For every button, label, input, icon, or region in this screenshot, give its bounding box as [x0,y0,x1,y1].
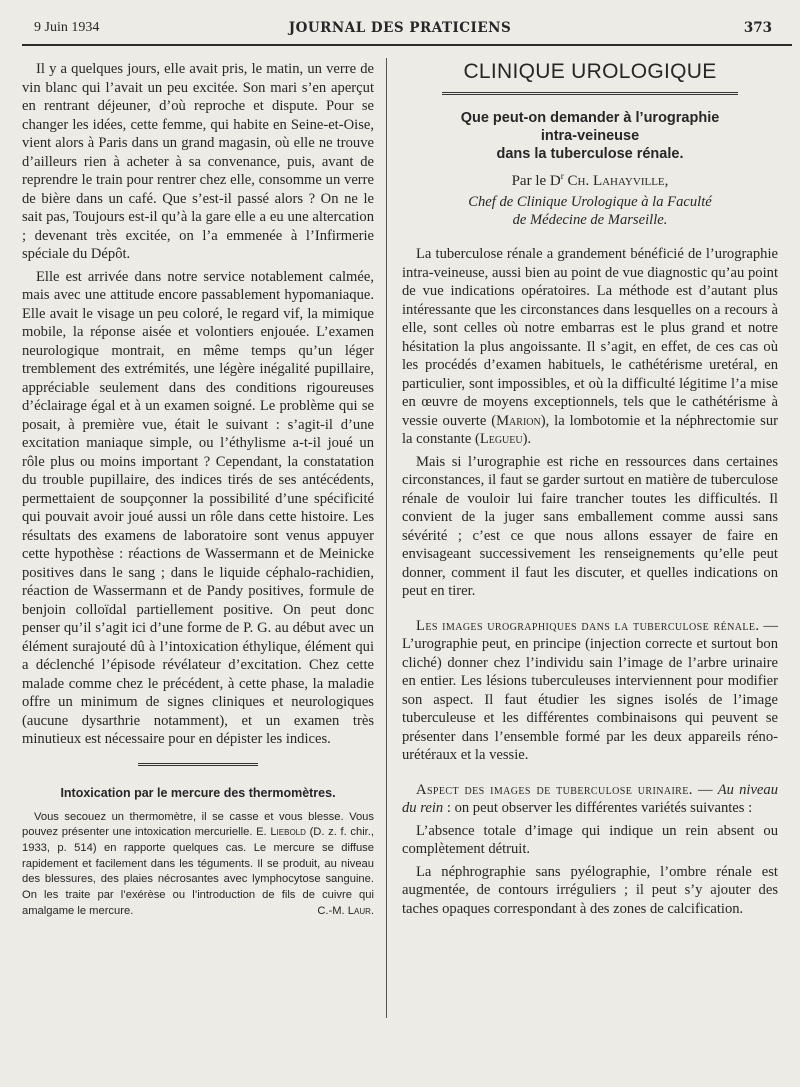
author-affiliation: Chef de Clinique Urologique à la Faculté de Médecine de Marseille. [468,194,712,228]
notice-body: Vous secouez un thermomètre, il se casse et vous blesse. Vous pouvez présenter une intoxication mercurielle. E. Liebold (D. z. f. chir., 1933, p. 514) en rapporte quelques cas. Le mercure se diffuse rapidement et facilement dans les téguments. Il se produit, au niveau des blessures, des plaies nécrosantes avec lymphocytose sanguine. On les traite par l’exérèse ou l’introduction de fils de cuivre qui amalgame le mercure. C.-M. Laur. [22,810,374,920]
author-name: Ch. Lahayville, [563,173,669,189]
section-title: CLINIQUE UROLOGIQUE [463,60,717,83]
article-byline: Par le $D^r$ Ch. Lahayville, [511,171,669,189]
left-paragraph-2: Elle est arrivée dans notre service notablement calmée, mais avec une attitude encore passablement hypomaniaque. Elle avait le visage un peu coloré, le regard vif, la mimique mobile, la réponse aisée et volontiers enjouée. L’examen neurologique montrait, en même temps qu’un léger tremblement des extrémités, une légère inégalité pupillaire, appréciable seulement dans des conditions rigoureuses d’éclairage égal et à un examen soigné. Le problème qui se posait, à première vue, était le suivant : s’agit-il d’une excitation maniaque simple, ou l’éthylisme a-t-il joué un rôle plus ou moins important ? Cependant, la constatation du trouble pupillaire, des indices tirés de ses antécédents, permettaient de soupçonner la possibilité d’une spécificité qui pouvait avoir joué aussi un rôle dans cette histoire. Les résultats des examens de laboratoire sont venus appuyer cette hypothèse : réactions de Wassermann et de Meinicke positives dans le sang ; dans le liquide céphalo-rachidien, réaction de Wassermann et de Pandy positives, formule de benjoin colloïdal partiellement positive. On peut donc penser qu’il s’agit ici d’une forme de P. G. au début avec un élément surajouté dû à l’intoxication éthylique, élément qui a déclenché l’épisode révélateur d’excitation. Chez cette malade comme chez le précédent, à cette phase, la maladie offre un minimum de signes cliniques et neurologiques (aucune dysarthrie notamment), et un examen très minutieux est nécessaire pour en dépister les indices. [22,268,374,747]
header-rule [22,44,792,46]
notice-title: Intoxication par le mercure des thermomètres. [60,785,336,800]
paragraph-nephrographie: La néphrographie sans pyélographie, l’ombre rénale est augmentée, de contours irréguliers ; il peut s’y ajouter des taches opaques correspondant à des zones de calcification. [402,863,778,917]
right-paragraph-1: La tuberculose rénale a grandement bénéficié de l’urographie intra-veineuse, aussi bien au point de vue diagnostic qu’au point de vue indications opératoires. La méthode est d’autant plus intéressante que les circonstances dans lesquelles on a recours à elle, sont celles où notre embarras est le plus grand et notre hésitation la plus angoissante. Il s’agit, en effet, de ces cas où les procédés d’examen habituels, le cathétérisme uretéral, en particulier, sont impossibles, et où la difficulté légitime l’a mise en œuvre de moyens exceptionnels, tels que le cathétérisme à vessie ouverte (Marion), la lombotomie et la néphrectomie sur la constante (Legueu). [402,246,778,447]
right-paragraph-2: Mais si l’urographie est riche en ressources dans certaines circonstances, il faut se garder surtout en matière de tuberculose rénale de vouloir lui faire trancher toutes les difficultés. Il convient de la juger sans emballement comme aussi sans sévérité ; c’est ce que nous allons essayer de faire en envisageant successivement les renseignements qu’elle peut donner, comment il faut les discuter, et quelles indications on peut en tirer. [402,453,778,599]
section-aspect-images: Aspect des images de tuberculose urinaire. — Au niveau du rein : on peut observer les différentes variétés suivantes : [402,781,779,816]
running-header [0,20,800,44]
subsection-heading: Aspect des images de tuberculose urinaire. [416,781,693,798]
page-number: 373 [743,20,772,36]
notice-author: Liebold [270,826,306,839]
journal-title: JOURNAL DES PRATICIENS [288,20,512,36]
title-rule [442,92,738,95]
issue-date: 9 Juin 1934 [34,20,100,35]
section-images-urographiques: Les images urographiques dans la tuberculose rénale. — L’urographie peut, en principe (injection correcte et surtout bon cliché) donner chez l’individu sain l’image de l’arbre urinaire en entier. Les lésions tuberculeuses interviennent pour modifier son aspect. Il faut étudier les signes isolés de l’image tuberculeuse et les différentes combinaisons qui peuvent se présenter dans l’ensemble formé par les deux appareils réno-urétéraux et la vessie. [402,617,778,763]
paragraph-absence-image: L’absence totale d’image qui indique un rein absent ou complètement détruit. [402,822,778,857]
column-divider [386,58,387,1018]
section-separator [138,763,258,766]
left-paragraph-1: Il y a quelques jours, elle avait pris, le matin, un verre de vin blanc qui l’avait un peu excitée. Son mari s’en aperçut en rentrant déjeuner, d’où reproche et dispute. Pour se changer les idées, cette femme, qui habite en Seine-et-Oise, vient alors à Paris dans un grand magasin, où elle ne trouve d’ailleurs rien à acheter à sa convenance, puis, avant de reprendre le train pour rentrer chez elle, consomme un verre de bière dans un café. Que s’est-il passé alors ? On ne le sait pas, Toujours est-il qu’à la gare elle a eu une altercation ; devenant très excitée, on l’a emmenée à l’Infirmerie spéciale du Dépôt. [22,61,374,262]
notice-signature: C.-M. Laur. [317,904,374,917]
subsection-heading: Les images urographiques dans la tuberculose rénale. [416,617,760,634]
left-column [22,60,374,919]
article-title: Que peut-on demander à l’urographie intra-veineuse dans la tuberculose rénale. [460,110,720,162]
notice-citation: (D. z. f. chir., 1933, p. 514) [22,826,375,854]
right-column [402,60,778,922]
